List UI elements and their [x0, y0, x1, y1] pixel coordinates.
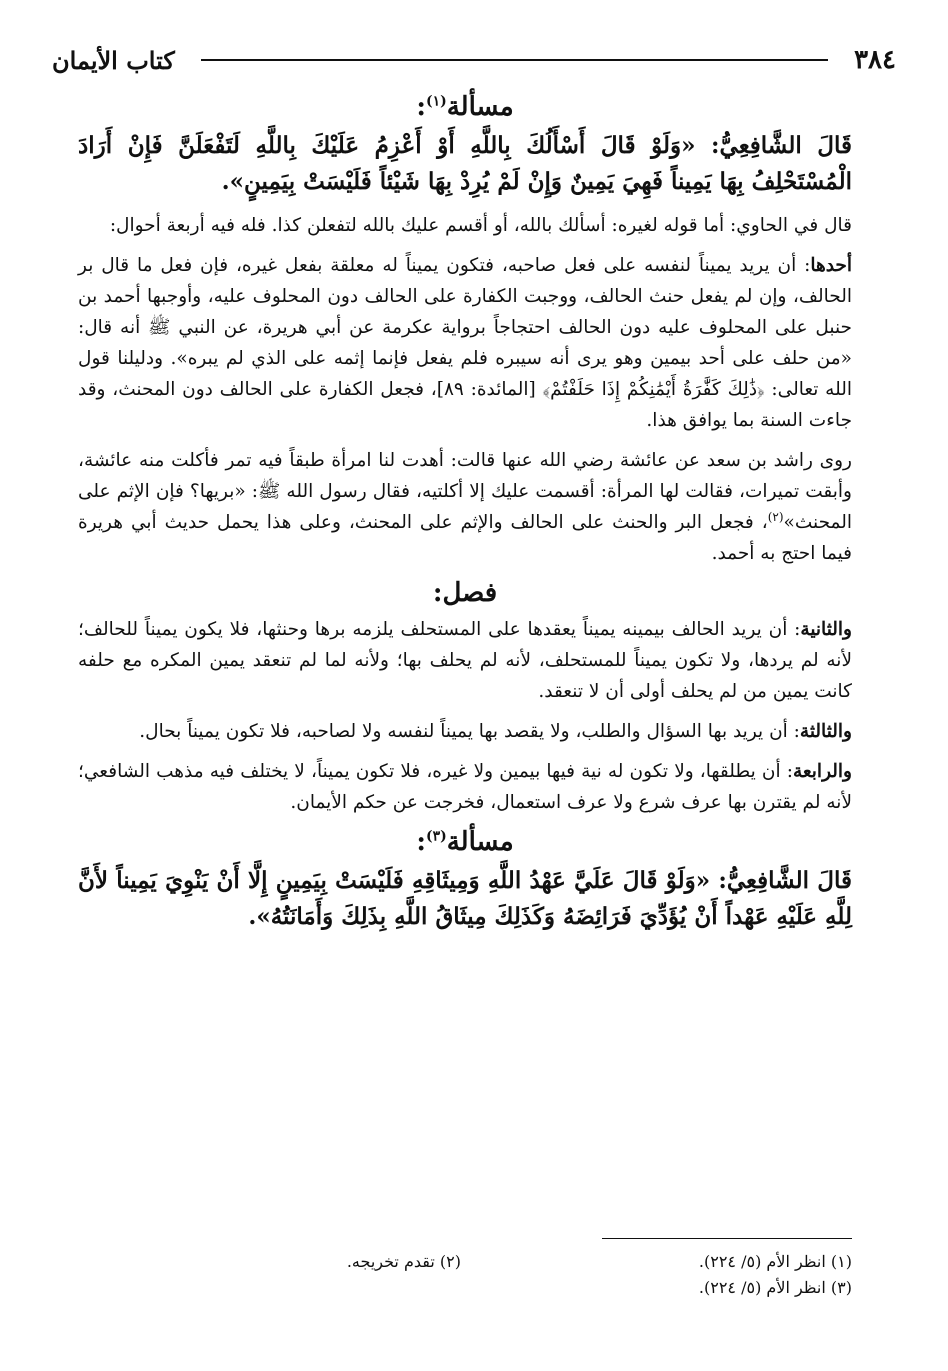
header-rule [201, 59, 828, 61]
paragraph-fourth [78, 756, 852, 818]
footnote-mark: (٢) [767, 509, 784, 524]
page-number: ٣٨٤ [854, 45, 896, 75]
footnote-row [70, 1249, 852, 1275]
paragraph-riwaya [78, 445, 852, 569]
paragraph-text: : أن يريد يميناً لنفسه على فعل صاحبه، فتكون يميناً له معلقة بفعل غيره، فإن فعل ما قال بر الحالف، وإن لم يفعل حنث الحالف، ووجبت الكفارة على الحالف دون المحلوف عليه، وأوجبها أحمد بن حنبل على المحلوف عليه دون الحالف احتجاجاً برواية عكرمة عن أبي هريرة، عن النبي ﷺ أنه قال: «من حلف على أحد بيمين وهو يرى أنه سيبره فلم يفعل فإنما إثمه على الذي لم يبره». ودليلنا قول الله تعالى: ﴿ذَٰلِكَ كَفَّٰرَةُ أَيْمَٰنِكُمْ إِذَا حَلَفْتُمْ﴾ [المائدة: ٨٩]، فجعل الكفارة على الحالف دون المحنث، وقد جاءت السنة بما يوافق هذا. [78, 255, 852, 431]
paragraph-first [78, 250, 852, 436]
paragraph-third [78, 716, 852, 747]
heading-text: مسألة [446, 827, 514, 857]
heading-colon: : [416, 92, 426, 122]
shafii-quote-1: قَالَ الشَّافِعِيُّ: «وَلَوْ قَالَ أَسْأَلُكَ بِاللَّهِ أَوْ أَعْزِمُ عَلَيْكَ بِاللَّهِ لَتَفْعَلَنَّ فَإِنْ أَرَادَ الْمُسْتَحْلِفُ بِهَا يَمِيناً فَهِيَ يَمِينٌ وَإِنْ لَمْ يُرِدْ بِهَا شَيْئاً فَلَيْسَتْ بِيَمِينٍ». [78, 132, 852, 195]
paragraph-intro: قال في الحاوي: أما قوله لغيره: أسألك بالله، أو أقسم عليك بالله لتفعلن كذا. فله فيه أربعة أحوال: [109, 215, 852, 236]
paragraph-lead: والثالثة [799, 721, 852, 742]
running-title: كتاب الأيمان [52, 45, 175, 75]
footnotes [70, 1238, 852, 1301]
paragraph-text: : أن يريد الحالف بيمينه يميناً يعقدها على المستحلف يلزمه برها وحنثها، فلا يكون يميناً للحالف؛ لأنه لم يردها، ولا تكون يميناً للمستحلف، لأنه لم يحلف بها؛ ولأنه لما لم تنعقد يمين المكره مع حلفه كانت يمين من لم يحلف أولى أن لا تنعقد. [78, 619, 852, 702]
paragraph-lead: أحدها [810, 255, 852, 276]
footnote-3: (٣) انظر الأم (٥/ ٢٢٤). [698, 1278, 852, 1297]
paragraph-second [78, 614, 852, 707]
footnote-1: (١) انظر الأم (٥/ ٢٢٤). [698, 1252, 852, 1271]
footnote-row [70, 1275, 852, 1301]
shafii-quote-2: قَالَ الشَّافِعِيُّ: «وَلَوْ قَالَ عَلَيَّ عَهْدُ اللَّهِ وَمِيثَاقِهِ فَلَيْسَتْ بِيَمِينٍ إِلَّا أَنْ يَنْوِيَ يَمِيناً لأَنَّ لِلَّهِ عَلَيْهِ عَهْداً أَنْ يُؤَدِّيَ فَرَائِضَهُ وَكَذَلِكَ مِيثَاقُ اللَّهِ بِذَلِكَ وَأَمَانَتُهُ». [78, 867, 852, 930]
paragraph-text: : أن يطلقها، ولا تكون له نية فيها بيمين ولا غيره، فلا تكون يميناً، لا يختلف فيه مذهب الشافعي؛ لأنه لم يقترن بها عرف شرع ولا عرف استعمال، فخرجت عن حكم الأيمان. [78, 761, 852, 813]
paragraph-text: ، فجعل البر والحنث على الحالف والإثم على المحنث، وعلى هذا يحمل حديث أبي هريرة فيما احتج به أحمد. [78, 512, 852, 564]
footnote-rule [602, 1238, 852, 1239]
paragraph-text: : أن يريد بها السؤال والطلب، ولا يقصد بها يميناً لنفسه ولا لصاحبه، فلا تكون يميناً بحال. [139, 721, 800, 742]
section-heading-fasl: فصل: [432, 578, 498, 608]
section-heading-masala-1 [78, 92, 852, 122]
footnote-2: (٢) تقدم تخريجه. [346, 1252, 461, 1271]
section-heading-masala-2 [78, 827, 852, 857]
footnote-mark: (١) [425, 93, 447, 110]
heading-text: مسألة [446, 92, 514, 122]
page-header [52, 40, 896, 80]
paragraph-lead: والثانية [800, 619, 852, 640]
paragraph-lead: والرابعة [792, 761, 852, 782]
footnote-mark: (٣) [425, 828, 447, 845]
heading-colon: : [416, 827, 426, 857]
paragraph-text: روى راشد بن سعد عن عائشة رضي الله عنها قالت: أهدت لنا امرأة طبقاً فيه تمر فأكلت منه عائشة، وأبقت تميرات، فقالت لها المرأة: أقسمت عليك إلا أكلتيه، فقال رسول الله ﷺ: «بريها؟ فإن الإثم على المحنث» [78, 450, 852, 533]
page-body [78, 86, 852, 945]
